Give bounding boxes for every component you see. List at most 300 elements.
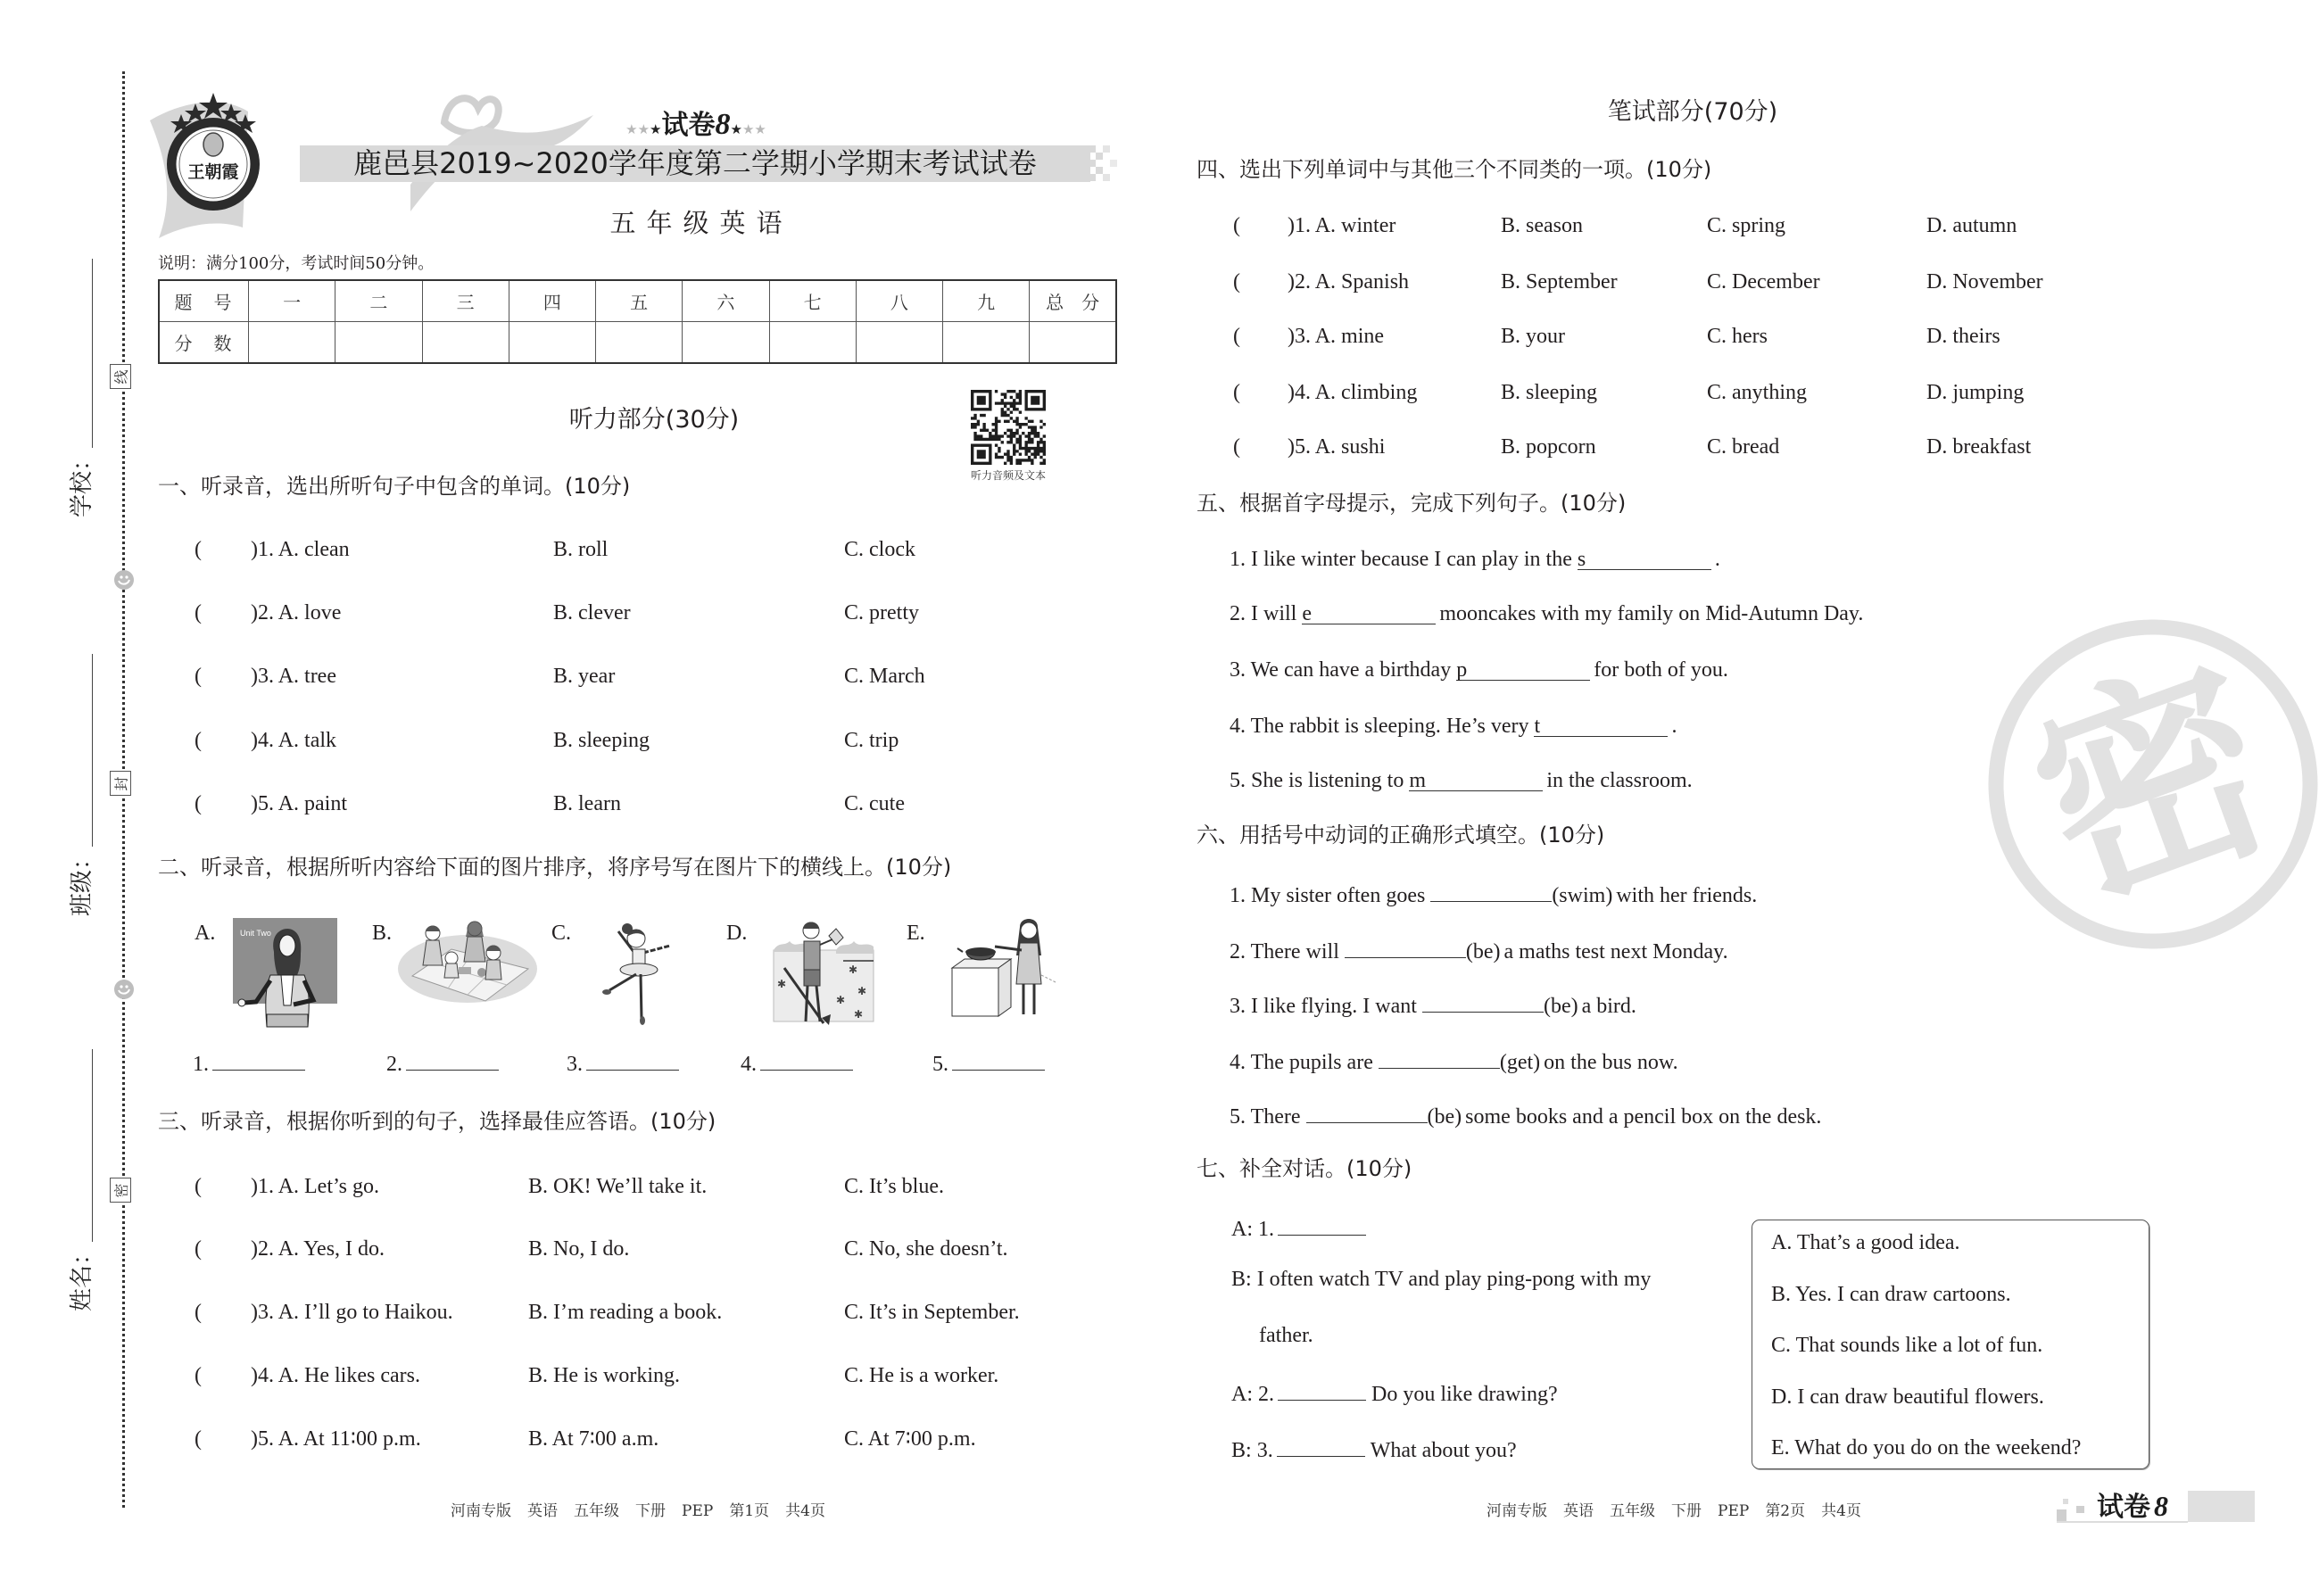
plant-icon: ✱	[854, 1008, 864, 1021]
qr-caption: 听力音频及文本	[970, 469, 1046, 482]
footer-publisher: PEP	[682, 1502, 714, 1520]
bracket-open: (	[1233, 435, 1240, 459]
name-input-line[interactable]	[92, 1049, 93, 1242]
exam-instructions: 说明：满分100分，考试时间50分钟。	[158, 254, 435, 273]
dialogue-option: E. What do you do on the weekend?	[1771, 1436, 2082, 1460]
verb-hint: (be)	[1427, 1105, 1462, 1129]
verb-item	[1230, 1099, 1821, 1130]
question-number: 2.	[258, 601, 274, 624]
option-a: A. winter	[1314, 214, 1396, 237]
option-c: C. spring	[1707, 214, 1786, 237]
order-blank[interactable]	[952, 1048, 1045, 1071]
dialogue-line	[1231, 1211, 1371, 1243]
verb-blank[interactable]	[1430, 878, 1552, 902]
answer-bracket[interactable]	[195, 727, 202, 754]
answer-bracket[interactable]	[195, 790, 202, 817]
question-number: 2.	[258, 1237, 274, 1261]
option-a: A. mine	[1314, 325, 1385, 348]
exam-title: 鹿邑县2019~2020学年度第二学期小学期末考试试卷	[353, 146, 1037, 180]
footer-subject: 英语	[1563, 1502, 1594, 1520]
sentence-item	[1230, 657, 1728, 683]
footer-page-number: 第1页	[729, 1502, 770, 1520]
bracket-open: (	[195, 538, 202, 561]
option-c: C. March	[844, 665, 925, 688]
question-stem	[1288, 323, 1384, 350]
column-label: 一	[249, 280, 335, 322]
option-a: A. tree	[277, 665, 336, 688]
verb-blank[interactable]	[1422, 988, 1544, 1013]
footer-page-total: 共4页	[1821, 1502, 1861, 1520]
star-icon: ★	[650, 123, 662, 137]
question-stem	[251, 1362, 420, 1389]
sentence-text: mooncakes with my family on Mid-Autumn Day.	[1439, 602, 1864, 625]
picture-label: C.	[551, 922, 572, 945]
binding-emblem-icon	[113, 979, 135, 1000]
option-c: C. He is a worker.	[844, 1364, 999, 1387]
question-row	[0, 663, 2255, 690]
sentence-item	[1230, 600, 1863, 627]
class-field[interactable]	[70, 654, 95, 916]
column-label: 五	[596, 280, 683, 322]
sentence-text: for both of you.	[1594, 658, 1728, 682]
footer-volume: 下册	[1671, 1502, 1702, 1520]
bracket-close: )	[251, 729, 258, 752]
tab-number: 8	[2154, 1490, 2168, 1522]
listening-section-title: 听力部分(30分)	[568, 406, 740, 434]
dialogue-option: B. Yes. I can draw cartoons.	[1771, 1283, 2011, 1306]
logo-text: 王朝霞	[187, 162, 239, 182]
dialogue-blank[interactable]	[1277, 1433, 1365, 1457]
column-label: 二	[335, 280, 422, 322]
option-d: D. jumping	[1926, 381, 2025, 404]
bracket-open: (	[1233, 325, 1240, 348]
bracket-close: )	[251, 601, 258, 624]
badge-label: 试卷	[661, 110, 716, 141]
dialogue-blank[interactable]	[1278, 1377, 1366, 1401]
bracket-open: (	[195, 665, 202, 688]
dialogue-option: D. I can draw beautiful flowers.	[1771, 1385, 2044, 1409]
hint-letter: s	[1577, 548, 1586, 571]
blank-number: 2.	[1258, 1383, 1274, 1406]
question-stem	[251, 1173, 379, 1200]
sentence-item	[1230, 546, 1720, 573]
order-blank[interactable]	[760, 1048, 853, 1071]
page-footer-left	[370, 1500, 906, 1523]
sentence-text: .	[1714, 548, 1720, 571]
dialogue-text: father.	[1259, 1324, 1313, 1347]
sentence-text: a bird.	[1581, 995, 1636, 1018]
column-label: 六	[683, 280, 769, 322]
option-c: C. It’s in September.	[844, 1301, 1020, 1324]
dialogue-option: C. That sounds like a lot of fun.	[1771, 1334, 2043, 1357]
order-answer[interactable]	[567, 1048, 679, 1078]
option-a: A. talk	[277, 729, 337, 752]
question-row	[0, 790, 2255, 817]
picture-b-picnic	[396, 917, 541, 1006]
option-b: B. year	[553, 665, 616, 688]
bracket-close: )	[251, 792, 258, 815]
option-b: B. your	[1501, 325, 1565, 348]
picture-a-teacher	[231, 916, 340, 1027]
option-b: B. I’m reading a book.	[528, 1301, 723, 1324]
option-a: A. At 11∶00 p.m.	[277, 1427, 421, 1451]
option-b: B. No, I do.	[528, 1237, 630, 1261]
part7-heading: 七、补全对话。(10分)	[1197, 1156, 1412, 1181]
banner-checker-fade	[1089, 145, 1119, 182]
plant-icon: ✱	[857, 985, 867, 997]
question-number: 5.	[258, 792, 274, 815]
option-d: D. autumn	[1926, 214, 2017, 237]
order-number: 4.	[741, 1053, 757, 1076]
plant-icon: ✱	[777, 978, 787, 990]
answer-bracket[interactable]	[195, 600, 202, 626]
verb-hint: (be)	[1543, 995, 1578, 1018]
verb-hint: (be)	[1465, 940, 1501, 963]
speaker: A:	[1231, 1218, 1253, 1241]
plant-icon: ✱	[836, 994, 846, 1006]
option-b: B. At 7∶00 a.m.	[528, 1427, 659, 1451]
option-c: C. hers	[1707, 325, 1768, 348]
order-number: 5.	[932, 1053, 948, 1076]
answer-bracket[interactable]	[1233, 269, 1240, 295]
verb-blank[interactable]	[1379, 1045, 1500, 1069]
sentence-item	[1230, 713, 1677, 740]
option-a: A. climbing	[1314, 381, 1418, 404]
question-number: 1.	[258, 538, 274, 561]
picture-e-cooking	[945, 916, 1061, 1023]
tab-decor-square	[2057, 1509, 2066, 1522]
footer-grade: 五年级	[574, 1502, 620, 1520]
verb-blank[interactable]	[1345, 934, 1466, 958]
publisher-logo	[165, 89, 261, 214]
order-number: 1.	[193, 1053, 209, 1076]
bracket-open: (	[1233, 214, 1240, 237]
speaker: B:	[1231, 1439, 1252, 1462]
order-answer[interactable]	[193, 1048, 305, 1078]
answer-bracket[interactable]	[195, 663, 202, 690]
question-number: 1.	[258, 1175, 274, 1198]
star-icon: ★	[741, 123, 755, 137]
option-a: A. He likes cars.	[277, 1364, 420, 1387]
question-number: 2.	[1295, 270, 1311, 294]
order-number: 3.	[567, 1053, 583, 1076]
star-icon: ★	[754, 123, 766, 137]
question-stem	[251, 1236, 385, 1262]
question-row	[0, 727, 2255, 754]
part2-heading: 二、听录音，根据所听内容给下面的图片排序，将序号写在图片下的横线上。(10分)	[158, 855, 952, 880]
question-number: 5.	[258, 1427, 274, 1451]
option-b: B. sleeping	[1501, 381, 1597, 404]
column-label: 八	[856, 280, 942, 322]
option-a: A. sushi	[1314, 435, 1386, 459]
question-number: 1.	[1295, 214, 1311, 237]
verb-blank[interactable]	[1306, 1099, 1428, 1123]
footer-volume: 下册	[635, 1502, 667, 1520]
question-stem	[251, 727, 336, 754]
option-a: A. I’ll go to Haikou.	[277, 1301, 453, 1324]
dialogue-line	[1231, 1433, 1517, 1464]
blank-number: 1.	[1258, 1218, 1274, 1241]
option-b: B. popcorn	[1501, 435, 1596, 459]
sentence-text: 5. There	[1230, 1105, 1301, 1129]
bracket-close: )	[251, 1237, 258, 1261]
sentence-text: .	[1671, 715, 1677, 738]
bracket-close: )	[251, 1175, 258, 1198]
question-row	[0, 536, 2255, 563]
option-a: A. Spanish	[1314, 270, 1410, 294]
page-footer-right	[1406, 1500, 1942, 1523]
sentence-text: 3. I like flying. I want	[1230, 995, 1417, 1018]
exam-subtitle: 五年级英语	[609, 208, 793, 238]
row-label: 分 数	[159, 322, 249, 364]
dialogue-line	[1231, 1266, 1651, 1293]
answer-bracket[interactable]	[195, 1173, 202, 1200]
question-stem	[1288, 434, 1385, 460]
sentence-item	[1230, 767, 1693, 794]
sentence-text: 1. I like winter because I can play in the	[1230, 548, 1572, 571]
question-number: 4.	[258, 1364, 274, 1387]
sentence-text: 2. I will	[1230, 602, 1297, 625]
question-stem	[251, 536, 350, 563]
option-c: C. trip	[844, 729, 899, 752]
bracket-close: )	[251, 1364, 258, 1387]
footer-edition: 河南专版	[1487, 1502, 1548, 1520]
order-blank[interactable]	[586, 1048, 679, 1071]
picture-label: E.	[907, 922, 925, 945]
question-row	[0, 323, 2255, 350]
class-label: 班级：	[69, 846, 95, 916]
picture-label: D.	[726, 922, 748, 945]
column-label: 三	[422, 280, 509, 322]
bracket-open: (	[195, 1237, 202, 1261]
option-a: A. Yes, I do.	[277, 1237, 385, 1261]
answer-bracket[interactable]	[1233, 323, 1240, 350]
sentence-text: 3. We can have a birthday	[1230, 658, 1452, 682]
sentence-text: 4. The pupils are	[1230, 1051, 1373, 1074]
dialogue-option: A. That’s a good idea.	[1771, 1231, 1960, 1254]
answer-bracket[interactable]	[195, 536, 202, 563]
option-b: B. learn	[553, 792, 621, 815]
dialogue-text: What about you?	[1370, 1439, 1517, 1462]
option-b: B. September	[1501, 270, 1618, 294]
question-number: 3.	[258, 1301, 274, 1324]
question-number: 4.	[258, 729, 274, 752]
column-label: 七	[769, 280, 856, 322]
dialogue-text: Do you like drawing?	[1371, 1383, 1558, 1406]
option-c: C. anything	[1707, 381, 1807, 404]
binding-emblem-icon	[113, 569, 135, 591]
bracket-open: (	[195, 1427, 202, 1451]
option-c: C. It’s blue.	[844, 1175, 944, 1198]
bracket-close: )	[251, 1301, 258, 1324]
footer-page-total: 共4页	[785, 1502, 825, 1520]
question-stem	[1288, 212, 1396, 239]
option-a: A. love	[277, 601, 342, 624]
question-stem	[251, 1299, 453, 1326]
sentence-text: 2. There will	[1230, 940, 1339, 963]
option-c: C. clock	[844, 538, 915, 561]
hint-letter: t	[1534, 715, 1541, 738]
option-b: B. season	[1501, 214, 1583, 237]
footer-page-number: 第2页	[1765, 1502, 1806, 1520]
order-answer[interactable]	[741, 1048, 853, 1078]
sentence-text: some books and a pencil box on the desk.	[1465, 1105, 1822, 1129]
speaker: A:	[1231, 1383, 1253, 1406]
answer-bracket[interactable]	[195, 1236, 202, 1262]
logo-portrait	[203, 133, 223, 156]
seal-mark-text: 密	[112, 1182, 130, 1198]
dialogue-line	[1231, 1377, 1558, 1408]
bracket-close: )	[1288, 435, 1295, 459]
option-c: C. bread	[1707, 435, 1780, 459]
picture-c-ballet	[597, 919, 683, 1026]
option-b: B. clever	[553, 601, 631, 624]
order-blank[interactable]	[406, 1048, 499, 1071]
answer-bracket[interactable]	[195, 1299, 202, 1326]
tab-decor-square	[2063, 1499, 2068, 1504]
bracket-open: (	[195, 1301, 202, 1324]
footer-publisher: PEP	[1718, 1502, 1750, 1520]
sentence-text: with her friends.	[1616, 884, 1758, 907]
logo-star-icon	[199, 93, 228, 119]
bracket-open: (	[195, 601, 202, 624]
answer-bracket[interactable]	[195, 1426, 202, 1452]
option-a: A. paint	[277, 792, 348, 815]
column-label: 总 分	[1030, 280, 1116, 322]
option-b: B. He is working.	[528, 1364, 680, 1387]
letter-blank[interactable]	[1409, 767, 1543, 791]
answer-bracket[interactable]	[1233, 379, 1240, 406]
verb-hint: (get)	[1499, 1051, 1541, 1074]
school-label: 学校：	[69, 447, 95, 517]
answer-bracket[interactable]	[1233, 212, 1240, 239]
footer-subject: 英语	[527, 1502, 559, 1520]
seal-mark-text: 封	[112, 775, 130, 791]
bracket-close: )	[1288, 214, 1295, 237]
option-c: C. December	[1707, 270, 1820, 294]
verb-item	[1230, 878, 1757, 909]
order-answer[interactable]	[386, 1048, 499, 1078]
question-stem	[251, 790, 347, 817]
dialogue-text: I often watch TV and play ping-pong with my	[1256, 1268, 1652, 1291]
part1-heading: 一、听录音，选出所听句子中包含的单词。(10分)	[158, 474, 631, 499]
option-a: A. Let’s go.	[277, 1175, 380, 1198]
verb-item	[1230, 988, 1636, 1020]
tab-decor-square	[2076, 1506, 2084, 1513]
question-stem	[251, 1426, 421, 1452]
answer-bracket[interactable]	[1233, 434, 1240, 460]
hint-letter: e	[1302, 602, 1312, 625]
letter-blank[interactable]	[1302, 600, 1436, 624]
bracket-close: )	[251, 538, 258, 561]
writing-section-title: 笔试部分(70分)	[1607, 98, 1778, 126]
footer-grade: 五年级	[1610, 1502, 1656, 1520]
row-label: 题 号	[159, 280, 249, 322]
question-row	[0, 434, 2255, 460]
bracket-close: )	[1288, 381, 1295, 404]
question-stem	[251, 600, 341, 626]
bracket-close: )	[1288, 325, 1295, 348]
letter-blank[interactable]	[1534, 713, 1668, 737]
sentence-text: 4. The rabbit is sleeping. He’s very	[1230, 715, 1529, 738]
question-number: 5.	[1295, 435, 1311, 459]
question-number: 4.	[1295, 381, 1311, 404]
question-number: 3.	[258, 665, 274, 688]
part5-heading: 五、根据首字母提示，完成下列句子。(10分)	[1197, 491, 1627, 516]
part6-heading: 六、用括号中动词的正确形式填空。(10分)	[1197, 823, 1605, 848]
option-d: D. November	[1926, 270, 2043, 294]
answer-bracket[interactable]	[195, 1362, 202, 1389]
blackboard-text: Unit Two	[240, 929, 271, 938]
bracket-close: )	[1288, 270, 1295, 294]
tab-label: 试卷	[2097, 1492, 2150, 1523]
option-d: D. breakfast	[1926, 435, 2032, 459]
bracket-open: (	[1233, 381, 1240, 404]
option-c: C. At 7∶00 p.m.	[844, 1427, 976, 1451]
column-label: 四	[509, 280, 595, 322]
hint-letter: p	[1456, 658, 1468, 682]
bracket-close: )	[251, 1427, 258, 1451]
bracket-open: (	[1233, 270, 1240, 294]
option-b: B. sleeping	[553, 729, 650, 752]
name-label: 姓名：	[69, 1241, 95, 1311]
order-blank[interactable]	[212, 1048, 305, 1071]
seal-mark-text: 线	[112, 368, 130, 385]
question-stem	[1288, 379, 1417, 406]
column-label: 九	[943, 280, 1030, 322]
verb-hint: (swim)	[1552, 884, 1613, 907]
speaker: B:	[1231, 1268, 1252, 1291]
order-number: 2.	[386, 1053, 402, 1076]
sentence-text: 1. My sister often goes	[1230, 884, 1426, 907]
letter-blank[interactable]	[1456, 657, 1590, 681]
option-c: C. pretty	[844, 601, 919, 624]
bracket-open: (	[195, 792, 202, 815]
verb-item	[1230, 1045, 1678, 1076]
part4-heading: 四、选出下列单词中与其他三个不同类的一项。(10分)	[1197, 157, 1712, 182]
question-number: 3.	[1295, 325, 1311, 348]
bracket-open: (	[195, 729, 202, 752]
sentence-text: 5. She is listening to	[1230, 769, 1404, 792]
verb-item	[1230, 934, 1728, 965]
order-answer[interactable]	[932, 1048, 1045, 1078]
bracket-open: (	[195, 1364, 202, 1387]
watermark-char: 密	[2003, 624, 2303, 945]
question-row	[0, 269, 2255, 295]
paper-number-tab	[2097, 1488, 2168, 1530]
dialogue-blank[interactable]	[1278, 1211, 1366, 1236]
sentence-text: a maths test next Monday.	[1503, 940, 1728, 963]
option-b: B. OK! We’ll take it.	[528, 1175, 708, 1198]
bracket-open: (	[195, 1175, 202, 1198]
question-stem	[1288, 269, 1409, 295]
question-row	[0, 1173, 2255, 1200]
tab-gray-block	[2188, 1491, 2255, 1522]
question-row	[0, 600, 2255, 626]
hint-letter: m	[1409, 769, 1427, 792]
star-icon: ★	[625, 123, 638, 137]
paper-number-badge	[535, 107, 857, 148]
question-stem	[251, 663, 336, 690]
letter-blank[interactable]	[1578, 546, 1711, 570]
option-a: A. clean	[277, 538, 350, 561]
option-d: D. theirs	[1926, 325, 2000, 348]
option-c: C. No, she doesn’t.	[844, 1237, 1008, 1261]
plant-icon: ✱	[849, 963, 858, 976]
sentence-text: in the classroom.	[1546, 769, 1693, 792]
picture-label: A.	[195, 922, 216, 945]
picture-label: B.	[372, 922, 393, 945]
